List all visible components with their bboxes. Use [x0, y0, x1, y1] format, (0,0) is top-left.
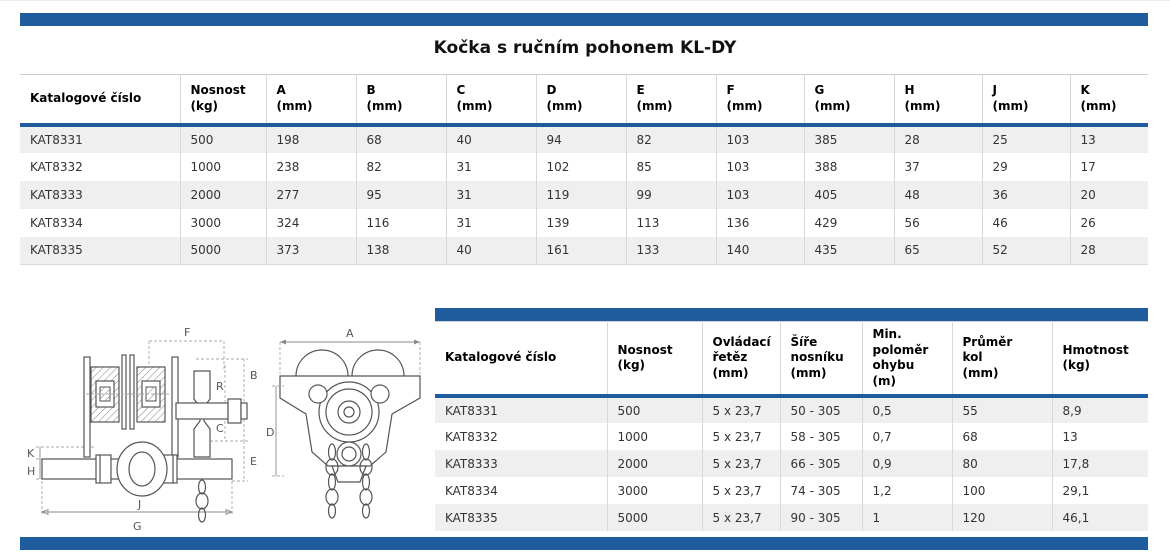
- column-unit: (mm): [726, 98, 763, 113]
- table-cell: 37: [894, 153, 982, 181]
- dim-label-j: J: [138, 498, 142, 511]
- column-label: Nosnost: [617, 342, 673, 357]
- table-cell: 0,9: [862, 450, 952, 477]
- table-cell: 1,2: [862, 477, 952, 504]
- table-cell: 120: [952, 504, 1052, 531]
- table-cell: 40: [446, 237, 536, 265]
- top-divider-bar: [20, 13, 1148, 26]
- specs-table-header: [435, 322, 1148, 397]
- table-cell: 435: [804, 237, 894, 265]
- table-cell: 1000: [607, 423, 702, 450]
- table-cell: 8,9: [1062, 403, 1082, 418]
- column-unit: (mm): [904, 98, 941, 113]
- table-cell: 5 x 23,7: [702, 396, 780, 423]
- dim-label-f: F: [184, 326, 191, 339]
- dim-label-k: K: [27, 447, 35, 460]
- table-cell: 85: [626, 153, 716, 181]
- table-row: [20, 237, 1148, 265]
- column-header: [702, 322, 780, 397]
- column-header: [607, 322, 702, 397]
- table-cell: KAT8335: [20, 237, 180, 265]
- table-cell: 2000: [607, 450, 702, 477]
- table-cell: 94: [536, 125, 626, 153]
- column-header: [180, 75, 266, 125]
- table-cell: 90 - 305: [780, 504, 862, 531]
- column-header: [266, 75, 356, 125]
- column-unit: (mm): [276, 98, 313, 113]
- column-label: Katalogové číslo: [445, 350, 557, 365]
- table-row: [20, 125, 1148, 153]
- column-unit: (mm): [962, 365, 999, 380]
- table-cell: 82: [626, 125, 716, 153]
- table-cell: 55: [952, 396, 1052, 423]
- table-cell: 31: [446, 181, 536, 209]
- column-label: Ovládací řetěz: [712, 334, 771, 365]
- specs-table-body: [435, 396, 1148, 531]
- table-cell: 238: [266, 153, 356, 181]
- table-cell: 3000: [180, 209, 266, 237]
- table-cell: 66 - 305: [780, 450, 862, 477]
- table-cell: 100: [952, 477, 1052, 504]
- column-header: [894, 75, 982, 125]
- column-unit: (mm): [456, 98, 493, 113]
- table-cell: 26: [1080, 215, 1096, 230]
- column-header: [862, 322, 952, 397]
- column-header: [446, 75, 536, 125]
- table-cell: KAT8332: [20, 153, 180, 181]
- table-row: [435, 477, 1148, 504]
- column-label: Hmotnost: [1062, 342, 1129, 357]
- table-cell: 56: [894, 209, 982, 237]
- table-cell: 58 - 305: [780, 423, 862, 450]
- dim-label-r: R: [216, 380, 224, 393]
- table-cell: KAT8331: [20, 125, 180, 153]
- table-cell: KAT8335: [435, 504, 607, 531]
- table-cell: KAT8334: [20, 209, 180, 237]
- column-label: H: [904, 83, 915, 98]
- table-cell: 17,8: [1062, 456, 1090, 471]
- page-title: Kočka s ručním pohonem KL-DY: [433, 38, 737, 58]
- table-cell: 2000: [180, 181, 266, 209]
- column-label: Min. poloměr ohybu (m): [872, 327, 929, 388]
- column-header: [536, 75, 626, 125]
- column-label: C: [456, 83, 466, 98]
- table-cell: 140: [716, 237, 804, 265]
- table-cell: 429: [804, 209, 894, 237]
- column-unit: (mm): [546, 98, 583, 113]
- dimensions-table-header: [20, 75, 1148, 125]
- column-label: F: [726, 83, 735, 98]
- dim-label-g: G: [133, 520, 142, 533]
- column-header: [982, 75, 1070, 125]
- table-cell: 373: [266, 237, 356, 265]
- column-header: [356, 75, 446, 125]
- column-label: D: [546, 83, 557, 98]
- table-cell: 5 x 23,7: [702, 504, 780, 531]
- table-cell: KAT8332: [435, 423, 607, 450]
- column-header: [626, 75, 716, 125]
- table-cell: 5000: [180, 237, 266, 265]
- column-header: [20, 75, 180, 125]
- column-label: A: [276, 83, 286, 98]
- table-cell: 1: [862, 504, 952, 531]
- column-label: E: [636, 83, 645, 98]
- column-unit: (mm): [992, 98, 1029, 113]
- table-cell: 5 x 23,7: [702, 423, 780, 450]
- table-row: [20, 209, 1148, 237]
- table-cell: 31: [446, 209, 536, 237]
- bottom-divider-bar: [20, 537, 1148, 550]
- table-cell: 99: [626, 181, 716, 209]
- table-cell: 324: [266, 209, 356, 237]
- table-cell: 103: [716, 181, 804, 209]
- table-cell: 5 x 23,7: [702, 477, 780, 504]
- column-unit: (mm): [366, 98, 403, 113]
- column-label: Nosnost: [190, 83, 246, 98]
- table-cell: 136: [716, 209, 804, 237]
- table-cell: 46: [982, 209, 1070, 237]
- dimensions-table: [20, 74, 1148, 265]
- table-cell: 119: [536, 181, 626, 209]
- table-cell: 1000: [180, 153, 266, 181]
- table-cell: 31: [446, 153, 536, 181]
- header-row: [435, 322, 1148, 397]
- column-unit: (mm): [712, 365, 749, 380]
- dim-label-d: D: [266, 426, 275, 439]
- column-header: [780, 322, 862, 397]
- dimensions-table-body: [20, 125, 1148, 265]
- column-header: [952, 322, 1052, 397]
- table-cell: 82: [356, 153, 446, 181]
- table-row: [20, 181, 1148, 209]
- table-cell: 161: [536, 237, 626, 265]
- column-unit: (kg): [1062, 358, 1091, 373]
- column-header: [1052, 322, 1148, 397]
- column-unit: (kg): [190, 98, 219, 113]
- table-cell: 103: [716, 153, 804, 181]
- column-unit: (mm): [814, 98, 851, 113]
- column-unit: (kg): [617, 358, 646, 373]
- table-cell: 48: [894, 181, 982, 209]
- column-label: G: [814, 83, 825, 98]
- column-label: J: [992, 83, 997, 98]
- table-row: [435, 423, 1148, 450]
- column-header: [716, 75, 804, 125]
- column-header: [1070, 75, 1148, 125]
- table-row: [435, 450, 1148, 477]
- table-cell: 13: [1080, 132, 1096, 147]
- table-cell: 0,7: [862, 423, 952, 450]
- table-cell: 95: [356, 181, 446, 209]
- front-view-drawing: [24, 319, 275, 535]
- column-label: K: [1080, 83, 1090, 98]
- table-cell: 52: [982, 237, 1070, 265]
- table-cell: 3000: [607, 477, 702, 504]
- table-cell: 36: [982, 181, 1070, 209]
- table-cell: 0,5: [862, 396, 952, 423]
- table-cell: KAT8331: [435, 396, 607, 423]
- column-unit: (mm): [790, 365, 827, 380]
- table-cell: 40: [446, 125, 536, 153]
- table-cell: 13: [1062, 429, 1078, 444]
- table-cell: 29: [982, 153, 1070, 181]
- table-cell: 20: [1080, 187, 1096, 202]
- table-cell: 5000: [607, 504, 702, 531]
- table-row: [20, 153, 1148, 181]
- table-cell: 17: [1080, 159, 1096, 174]
- table-cell: 68: [952, 423, 1052, 450]
- column-label: Katalogové číslo: [30, 90, 142, 105]
- table-cell: 65: [894, 237, 982, 265]
- table-cell: 29,1: [1062, 483, 1090, 498]
- table-cell: KAT8333: [20, 181, 180, 209]
- column-unit: (mm): [1080, 98, 1117, 113]
- table-cell: 139: [536, 209, 626, 237]
- dim-label-b: B: [250, 369, 258, 382]
- table-cell: 277: [266, 181, 356, 209]
- table-cell: KAT8334: [435, 477, 607, 504]
- table-cell: 50 - 305: [780, 396, 862, 423]
- column-unit: (mm): [636, 98, 673, 113]
- table-cell: 116: [356, 209, 446, 237]
- table-cell: 405: [804, 181, 894, 209]
- table-cell: 388: [804, 153, 894, 181]
- table-row: [435, 396, 1148, 423]
- table-cell: 5 x 23,7: [702, 450, 780, 477]
- dim-label-e: E: [250, 455, 257, 468]
- table-cell: 28: [894, 125, 982, 153]
- column-header: [804, 75, 894, 125]
- table-cell: 198: [266, 125, 356, 153]
- column-label: Průměr kol: [962, 334, 1013, 365]
- table-cell: 385: [804, 125, 894, 153]
- table-cell: 138: [356, 237, 446, 265]
- column-label: B: [366, 83, 376, 98]
- table-cell: KAT8333: [435, 450, 607, 477]
- dim-label-h: H: [27, 465, 36, 478]
- table-cell: 113: [626, 209, 716, 237]
- table-cell: 133: [626, 237, 716, 265]
- header-row: [20, 75, 1148, 125]
- table-cell: 80: [952, 450, 1052, 477]
- specs-table: [435, 321, 1148, 531]
- column-label: Šíře nosníku: [790, 334, 844, 365]
- table-row: [435, 504, 1148, 531]
- table-cell: 102: [536, 153, 626, 181]
- table-cell: 103: [716, 125, 804, 153]
- table-cell: 28: [1070, 237, 1148, 265]
- table-cell: 74 - 305: [780, 477, 862, 504]
- table-cell: 46,1: [1062, 510, 1090, 525]
- table-cell: 68: [356, 125, 446, 153]
- column-header: [435, 322, 607, 397]
- side-view-drawing: [264, 324, 444, 531]
- table-cell: 25: [982, 125, 1070, 153]
- dim-label-a: A: [346, 327, 354, 340]
- dim-label-c: C: [216, 422, 224, 435]
- table-cell: 500: [180, 125, 266, 153]
- table-cell: 500: [607, 396, 702, 423]
- specs-table-top-bar: [435, 308, 1148, 321]
